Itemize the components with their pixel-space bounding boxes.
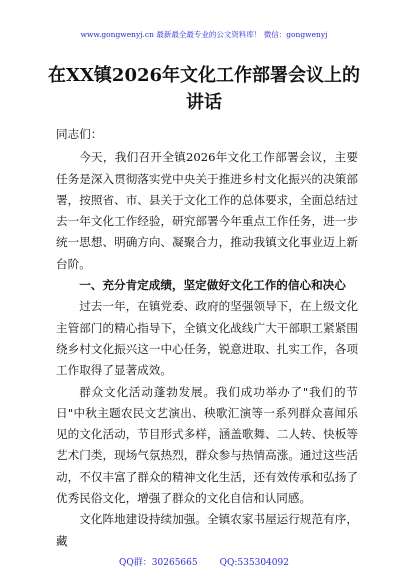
document-body <box>56 124 358 552</box>
document-title: 在XX镇2026年文化工作部署会议上的讲话 <box>47 65 361 113</box>
section-heading: 一、充分肯定成绩，坚定做好文化工作的信心和决心 <box>79 278 346 293</box>
footer-qq[interactable]: QQ:535304092 <box>219 558 289 568</box>
salutation: 同志们： <box>56 127 103 141</box>
body-paragraph: 群众文化活动蓬勃发展。我们成功举办了"我们的节日"中秋主题农民文艺演出、秧歌汇演等一系列群众喜闻乐见的文化活动，节目形式多样，涵盖歌舞、二人转、快板等艺术门类，现场气氛热烈，群众参与热情高涨。通过这些活动，不仅丰富了群众的精神文化生活，还有效传承和弘扬了优秀民俗文化，增强了群众的文化自信和认同感。 <box>56 384 358 506</box>
footer-contact <box>0 557 408 569</box>
footer-qq-group[interactable]: QQ群：30265665 <box>119 558 198 568</box>
intro-paragraph: 今天，我们召开全镇2026年文化工作部署会议，主要任务是深入贯彻落实党中央关于推进乡村文化振兴的决策部署，按照省、市、县关于文化工作的总体要求，全面总结过去一年文化工作经验，研究部署今年重点工作任务，进一步统一思想、明确方向、凝聚合力，推动我镇文化事业迈上新台阶。 <box>56 150 358 271</box>
body-paragraph: 文化阵地建设持续加强。全镇农家书屋运行规范有序，藏 <box>56 512 358 548</box>
header-banner[interactable]: www.gongwenyj.cn 最新最全最专业的公文资料库！ 微信：gongwenyj <box>80 30 328 39</box>
body-paragraph: 过去一年，在镇党委、政府的坚强领导下，在上级文化主管部门的精心指导下，全镇文化战线广大干部职工紧紧围绕乡村文化振兴这一中心任务，锐意进取、扎实工作，各项工作取得了显著成效。 <box>56 299 358 378</box>
